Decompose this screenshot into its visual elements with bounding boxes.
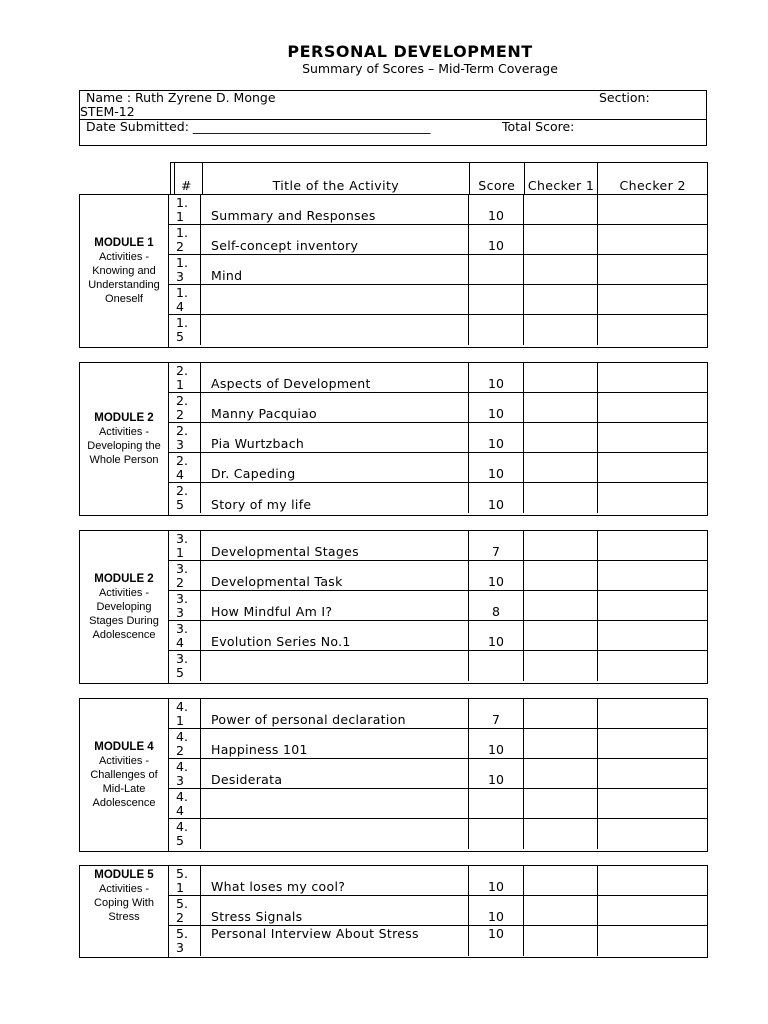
checker-1-cell[interactable] <box>524 483 598 513</box>
activity-title[interactable] <box>201 819 469 849</box>
activity-number: 4. 2 <box>169 729 201 758</box>
total-score-label: Total Score: <box>502 119 575 134</box>
activity-number: 3. 3 <box>169 591 201 620</box>
module-label <box>80 699 169 851</box>
activity-score: 10 <box>469 483 524 513</box>
activity-title: Summary and Responses <box>201 195 469 224</box>
checker-1-cell[interactable] <box>524 789 598 818</box>
module-rows <box>169 699 707 851</box>
checker-2-cell[interactable] <box>598 759 707 788</box>
checker-2-cell[interactable] <box>598 453 707 482</box>
activity-score[interactable] <box>469 315 524 345</box>
activity-title: Happiness 101 <box>201 729 469 758</box>
checker-2-cell[interactable] <box>598 225 707 254</box>
checker-2-cell[interactable] <box>598 621 707 650</box>
table-row <box>169 423 707 453</box>
table-row <box>169 651 707 681</box>
activity-number: 4. 4 <box>169 789 201 818</box>
activity-title[interactable] <box>201 651 469 681</box>
activity-score[interactable] <box>469 285 524 314</box>
table-header <box>170 162 708 195</box>
checker-2-cell[interactable] <box>598 363 707 392</box>
activity-number: 1. 4 <box>169 285 201 314</box>
activity-title: What loses my cool? <box>201 866 469 895</box>
checker-2-cell[interactable] <box>598 315 707 345</box>
table-row <box>169 195 707 225</box>
checker-1-cell[interactable] <box>524 195 598 224</box>
activity-number: 2. 3 <box>169 423 201 452</box>
checker-2-cell[interactable] <box>598 926 707 956</box>
checker-2-cell[interactable] <box>598 866 707 895</box>
checker-1-cell[interactable] <box>524 926 598 956</box>
activity-title: Story of my life <box>201 483 469 513</box>
header-number: # <box>171 163 203 194</box>
checker-1-cell[interactable] <box>524 866 598 895</box>
activity-title: Evolution Series No.1 <box>201 621 469 650</box>
module-rows <box>169 195 707 347</box>
module-block-2 <box>79 362 708 516</box>
checker-2-cell[interactable] <box>598 699 707 728</box>
activity-score: 7 <box>469 699 524 728</box>
activity-score: 10 <box>469 896 524 925</box>
activity-number: 2. 5 <box>169 483 201 513</box>
activity-number: 3. 1 <box>169 531 201 560</box>
date-submitted-field[interactable]: Date Submitted: ______________________________________ <box>86 119 431 134</box>
checker-1-cell[interactable] <box>524 561 598 590</box>
header-checker-2: Checker 2 <box>619 178 686 193</box>
checker-1-cell[interactable] <box>524 651 598 681</box>
module-label <box>80 531 169 683</box>
checker-2-cell[interactable] <box>598 819 707 849</box>
activity-title[interactable] <box>201 285 469 314</box>
table-row <box>169 591 707 621</box>
module-name: MODULE 1 <box>94 237 154 249</box>
checker-1-cell[interactable] <box>524 729 598 758</box>
activity-title: Stress Signals <box>201 896 469 925</box>
activity-number: 4. 5 <box>169 819 201 849</box>
checker-2-cell[interactable] <box>598 591 707 620</box>
activity-score: 10 <box>469 729 524 758</box>
checker-2-cell[interactable] <box>598 531 707 560</box>
header-activity-title: Title of the Activity <box>203 163 470 194</box>
section-label: Section: <box>599 90 650 105</box>
student-info-box <box>79 90 707 146</box>
activity-score: 10 <box>469 393 524 422</box>
table-row <box>169 531 707 561</box>
checker-2-cell[interactable] <box>598 651 707 681</box>
activity-score[interactable] <box>469 651 524 681</box>
table-row <box>169 255 707 285</box>
activity-title: Manny Pacquiao <box>201 393 469 422</box>
activity-title[interactable] <box>201 789 469 818</box>
activity-number: 5. 3 <box>169 926 201 956</box>
checker-2-cell[interactable] <box>598 285 707 314</box>
checker-2-cell[interactable] <box>598 393 707 422</box>
activity-number: 2. 4 <box>169 453 201 482</box>
document-subtitle: Summary of Scores – Mid-Term Coverage <box>302 61 558 76</box>
activity-number: 2. 2 <box>169 393 201 422</box>
activity-number: 2. 1 <box>169 363 201 392</box>
activity-score: 10 <box>469 561 524 590</box>
module-description: Activities - Developing the Whole Person <box>87 426 161 466</box>
activity-score <box>469 255 524 284</box>
table-row <box>169 759 707 789</box>
checker-1-cell[interactable] <box>524 759 598 788</box>
activity-title: Desiderata <box>201 759 469 788</box>
activity-number: 1. 5 <box>169 315 201 345</box>
checker-1-cell[interactable] <box>524 591 598 620</box>
table-row <box>169 819 707 849</box>
activity-number: 5. 1 <box>169 866 201 895</box>
document-title: PERSONAL DEVELOPMENT <box>287 42 533 61</box>
activity-score: 10 <box>469 621 524 650</box>
table-row <box>169 621 707 651</box>
module-name: MODULE 5 <box>94 869 154 881</box>
table-row <box>169 561 707 591</box>
activity-number: 1. 1 <box>169 195 201 224</box>
module-block-5 <box>79 865 708 958</box>
checker-2-cell[interactable] <box>598 896 707 925</box>
activity-title[interactable] <box>201 315 469 345</box>
header-checker-1: Checker 1 <box>525 163 599 194</box>
checker-1-cell[interactable] <box>524 896 598 925</box>
header-double-line <box>174 163 175 194</box>
total-score-field[interactable]: ___________________ <box>86 131 205 146</box>
checker-1-cell[interactable] <box>524 699 598 728</box>
section-value[interactable]: STEM-12 <box>80 104 135 119</box>
checker-2-cell[interactable] <box>598 423 707 452</box>
checker-2-cell[interactable] <box>598 255 707 284</box>
table-row <box>169 225 707 255</box>
activity-title: Personal Interview About Stress <box>201 926 469 956</box>
activity-title: Dr. Capeding <box>201 453 469 482</box>
activity-score: 10 <box>469 866 524 895</box>
activity-number: 3. 4 <box>169 621 201 650</box>
activity-number: 1. 3 <box>169 255 201 284</box>
activity-number: 4. 3 <box>169 759 201 788</box>
table-row <box>169 315 707 345</box>
checker-1-cell[interactable] <box>524 393 598 422</box>
module-description: Activities - Challenges of Mid-Late Adolescence <box>90 755 158 809</box>
activity-number: 3. 5 <box>169 651 201 681</box>
checker-2-cell[interactable] <box>598 729 707 758</box>
activity-score: 7 <box>469 531 524 560</box>
checker-2-cell[interactable] <box>598 195 707 224</box>
activity-title: How Mindful Am I? <box>201 591 469 620</box>
activity-score: 10 <box>469 926 524 956</box>
checker-1-cell[interactable] <box>524 285 598 314</box>
table-row <box>169 729 707 759</box>
module-name: MODULE 2 <box>94 573 154 585</box>
activity-score: 10 <box>469 195 524 224</box>
activity-title: Power of personal declaration <box>201 699 469 728</box>
table-row <box>169 285 707 315</box>
checker-1-cell[interactable] <box>524 621 598 650</box>
module-name: MODULE 4 <box>94 741 154 753</box>
activity-score: 10 <box>469 453 524 482</box>
table-row <box>169 393 707 423</box>
checker-1-cell[interactable] <box>524 255 598 284</box>
module-block-4 <box>79 698 708 852</box>
table-row <box>169 699 707 729</box>
module-name: MODULE 2 <box>94 412 154 424</box>
module-label <box>80 363 169 515</box>
module-rows <box>169 531 707 683</box>
table-row <box>169 789 707 819</box>
activity-title: Aspects of Development <box>201 363 469 392</box>
activity-score: 10 <box>469 225 524 254</box>
table-row <box>169 363 707 393</box>
module-description: Activities - Coping With Stress <box>94 883 154 923</box>
checker-2-cell[interactable] <box>598 483 707 513</box>
activity-number: 1. 2 <box>169 225 201 254</box>
activity-number: 3. 2 <box>169 561 201 590</box>
activity-title: Mind <box>201 255 469 284</box>
activity-title: Developmental Stages <box>201 531 469 560</box>
activity-number: 4. 1 <box>169 699 201 728</box>
checker-1-cell[interactable] <box>524 363 598 392</box>
module-block-3 <box>79 530 708 684</box>
checker-1-cell[interactable] <box>524 453 598 482</box>
header-score: Score <box>470 163 525 194</box>
module-rows <box>169 363 707 515</box>
activity-title: Self-concept inventory <box>201 225 469 254</box>
activity-number: 5. 2 <box>169 896 201 925</box>
activity-score: 10 <box>469 363 524 392</box>
checker-1-cell[interactable] <box>524 315 598 345</box>
table-row <box>169 896 707 926</box>
activity-score: 8 <box>469 591 524 620</box>
table-row <box>169 453 707 483</box>
module-label <box>80 866 169 957</box>
table-row <box>169 926 707 956</box>
activity-score[interactable] <box>469 819 524 849</box>
checker-1-cell[interactable] <box>524 531 598 560</box>
module-label <box>80 195 169 347</box>
activity-score: 10 <box>469 759 524 788</box>
module-rows <box>169 866 707 957</box>
checker-2-cell[interactable] <box>598 789 707 818</box>
checker-1-cell[interactable] <box>524 423 598 452</box>
module-description: Activities - Developing Stages During Adolescence <box>89 587 159 641</box>
checker-1-cell[interactable] <box>524 225 598 254</box>
activity-title: Pia Wurtzbach <box>201 423 469 452</box>
checker-1-cell[interactable] <box>524 819 598 849</box>
module-description: Activities - Knowing and Understanding Oneself <box>88 251 160 305</box>
table-row <box>169 866 707 896</box>
module-block-1 <box>79 194 708 348</box>
checker-2-cell[interactable] <box>598 561 707 590</box>
activity-score[interactable] <box>469 789 524 818</box>
table-row <box>169 483 707 513</box>
activity-score: 10 <box>469 423 524 452</box>
activity-title: Developmental Task <box>201 561 469 590</box>
student-name-field[interactable]: Name : Ruth Zyrene D. Monge <box>86 90 276 105</box>
